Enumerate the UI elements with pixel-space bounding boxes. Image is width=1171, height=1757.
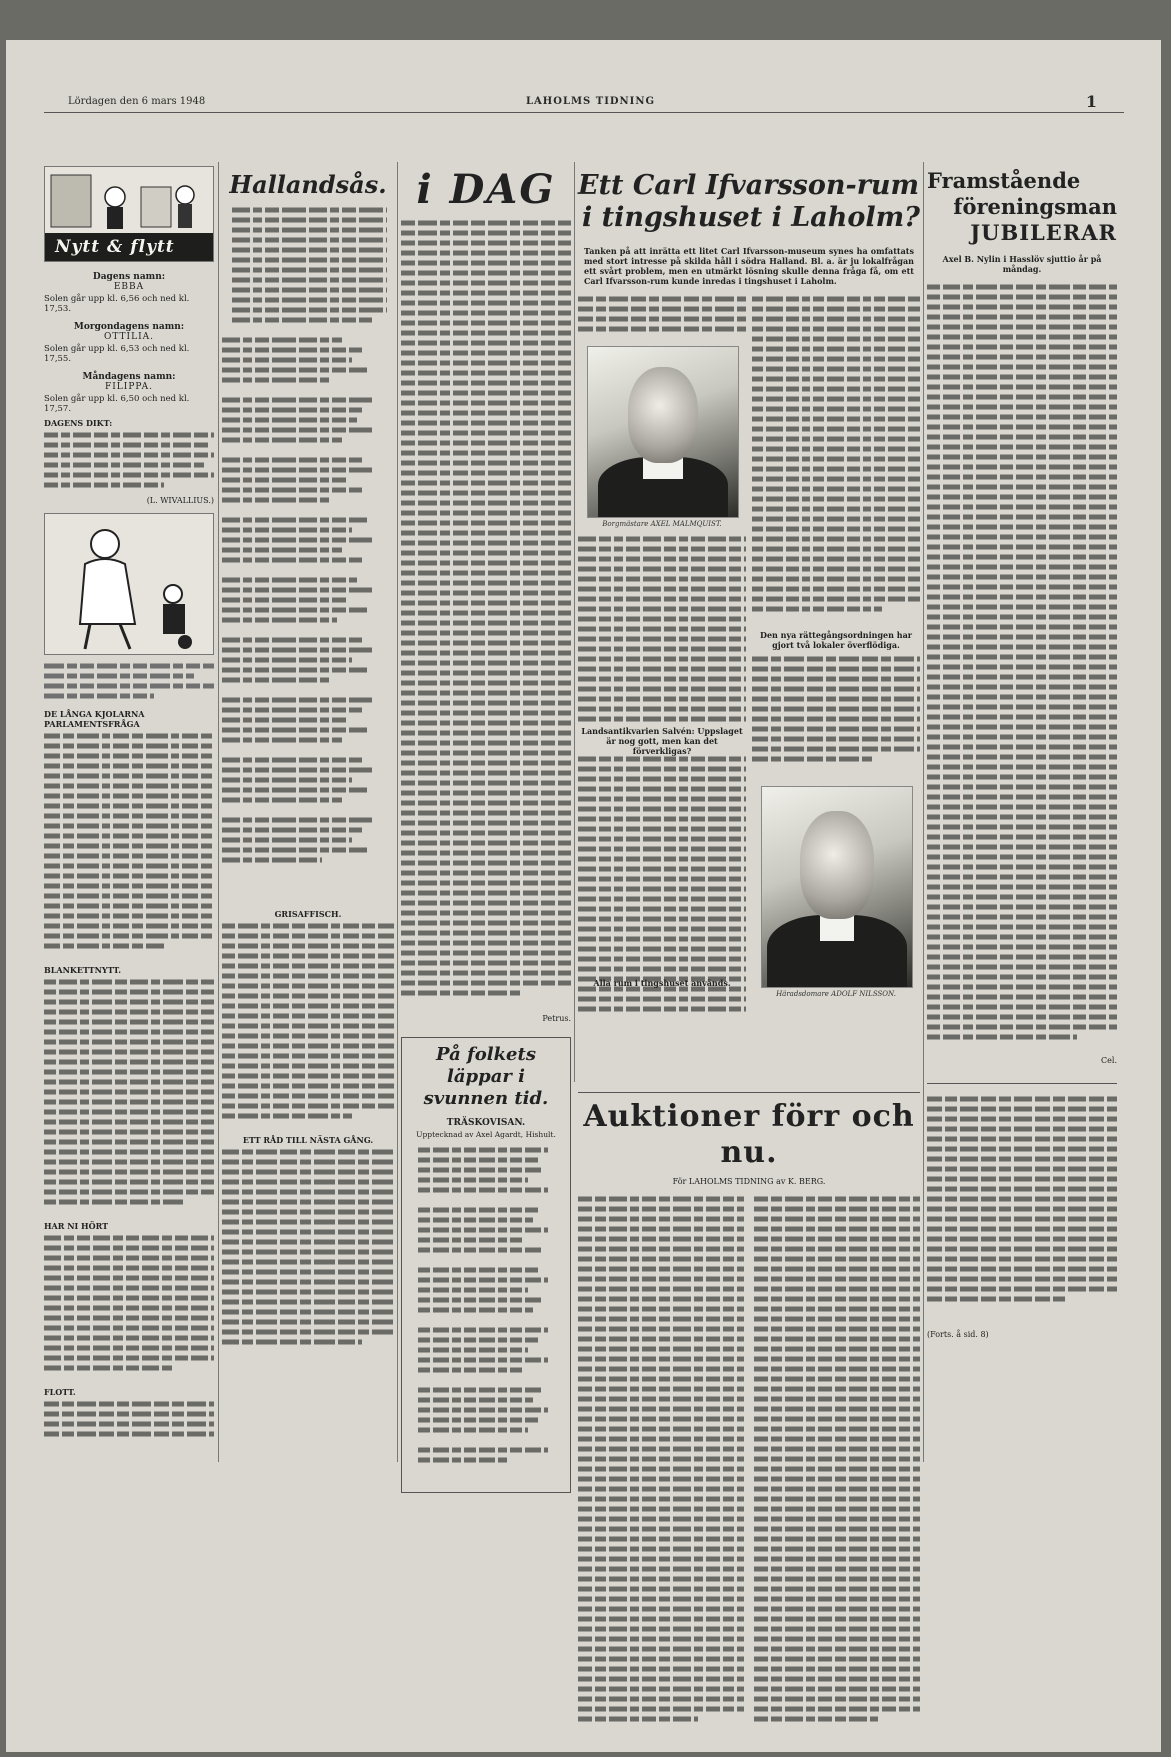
har-ni-hort-heading: HAR NI HÖRT (44, 1221, 109, 1231)
dagens-dikt-body (44, 430, 214, 502)
article-right-mid-lines (752, 654, 920, 774)
blankettnytt-body (44, 977, 214, 1217)
jubilerar-signature: Cel. (1101, 1056, 1117, 1065)
dikt-signature: (L. WIVALLIUS.) (146, 496, 214, 505)
newspaper-page (6, 40, 1161, 1752)
article-lead: Tanken på att inrätta ett litet Carl Ifvarsson-museum synes ha omfattats med stort intresse på skilda håll i södra Halland. Bl. a. är ju lokalfrågan ett svårt problem, men en utmärkt lösning skulle denna fråga få, om ett Carl Ifvarsson-rum kunde inredas i tingshuset i Laholm. (584, 246, 914, 286)
football-cartoon (44, 513, 214, 655)
alla-rum-subheading: Alla rum i tingshuset används. (578, 978, 746, 988)
jubilerar-bottom-rule (927, 1083, 1117, 1084)
header-rule (44, 112, 1124, 113)
grisaffisch-heading: GRISAFFISCH. (274, 909, 342, 919)
idag-signature: Petrus. (542, 1014, 571, 1023)
portrait-head (800, 811, 874, 919)
ett-rad-lines (222, 1147, 394, 1367)
sol-tider-3: Solen går upp kl. 6,50 och ned kl. 17,57. (44, 394, 190, 414)
rattegang-subheading: Den nya rättegångsordningen har gjort två lokaler överflödiga. (760, 630, 912, 650)
traskovisan-credit: Upptecknad av Axel Agardt, Hishult. (416, 1130, 556, 1139)
column-divider (218, 162, 219, 1462)
article-left-top-lines (578, 294, 746, 338)
issue-date: Lördagen den 6 mars 1948 (68, 96, 206, 107)
portrait-malmquist (587, 346, 739, 518)
column-divider (574, 162, 575, 1082)
column-idag (401, 166, 571, 1493)
auktion-top-rule (578, 1092, 920, 1093)
morgondagens-namn: OTTILIA. (104, 332, 154, 342)
flott-lines (44, 1399, 214, 1459)
har-ni-hort-lines (44, 1233, 214, 1383)
langa-kjolarna-lines (44, 731, 214, 961)
article-left-lines (578, 534, 746, 1034)
flott-heading: FLOTT. (44, 1387, 76, 1397)
dikt-text-lines (44, 430, 214, 502)
caption-lines (44, 661, 214, 705)
page-number: 1 (1085, 92, 1097, 111)
column-divider (923, 162, 924, 1462)
idag-title: i DAG (416, 166, 556, 213)
sol-tider-1: Solen går upp kl. 6,56 och ned kl. 17,53. (44, 294, 190, 314)
column-jubilerar (927, 166, 1117, 1339)
column-divider (397, 162, 398, 1462)
cartoon-drawing (45, 514, 214, 654)
article-right-top-lines (752, 294, 920, 624)
folkets-lappar-box (401, 1037, 571, 1493)
idag-lines (401, 218, 571, 1028)
jubilerar-lead: Axel B. Nylin i Hasslöv sjuttio år på måndag. (942, 254, 1102, 274)
dagens-dikt-heading: DAGENS DIKT: (44, 418, 113, 428)
traskovisan-title: TRÄSKOVISAN. (446, 1118, 526, 1128)
portrait-malmquist-caption: Borgmästare AXEL MALMQUIST. (602, 520, 722, 528)
blankettnytt-lines (44, 977, 214, 1217)
auktion-byline: För LAHOLMS TIDNING av K. BERG. (672, 1177, 826, 1186)
paper-name: LAHOLMS TIDNING (526, 96, 656, 107)
blankettnytt-heading: BLANKETTNYTT. (44, 965, 121, 975)
jubilerar-title3: JUBILERAR (970, 220, 1117, 245)
portrait-head (628, 367, 698, 463)
auktion-title: Auktioner förr och nu. (583, 1099, 915, 1170)
article-auktioner (578, 1092, 920, 1738)
portrait-nilsson (761, 786, 913, 988)
morgondagens-namn-label: Morgondagens namn: (73, 322, 185, 332)
mandagens-namn: FILIPPA. (105, 382, 153, 392)
portrait-nilsson-caption: Häradsdomare ADOLF NILSSON. (776, 990, 896, 998)
idag-body (401, 218, 571, 1028)
article-left-column (578, 294, 746, 988)
article-title-line2: i tingshuset i Laholm? (581, 202, 920, 233)
auktion-lines (578, 1194, 920, 1734)
traskovisan-lines (408, 1145, 564, 1465)
sol-tider-2: Solen går upp kl. 6,53 och ned kl. 17,55. (44, 344, 190, 364)
article-body (578, 294, 920, 1034)
grisaffisch-body (222, 921, 394, 1131)
langa-kjolarna-body (44, 731, 214, 961)
dagens-namn: EBBA (113, 282, 145, 292)
hallandsas-poem (222, 205, 394, 905)
har-ni-hort-body (44, 1233, 214, 1383)
folkets-lappar-title: På folkets läppar i svunnen tid. (423, 1044, 549, 1109)
landsantikvarien-subheading: Landsantikvarien Salvén: Uppslaget är nog gott, men kan det förverkligas? (578, 726, 746, 756)
article-ifvarsson (578, 166, 920, 1034)
jubilerar-title2: föreningsman (953, 194, 1117, 219)
hallandsas-title: Hallandsås. (229, 170, 387, 199)
article-right-column (752, 294, 920, 998)
ett-rad-heading: ETT RÅD TILL NÄSTA GÅNG. (242, 1135, 374, 1145)
column-namn (44, 166, 214, 1459)
ett-rad-body (222, 1147, 394, 1367)
mandagens-namn-label: Måndagens namn: (82, 372, 176, 382)
jubilerar-title1: Framstående (927, 168, 1081, 193)
hallandsas-lines (222, 205, 394, 905)
nytt-flytt-banner: Nytt & flytt (55, 237, 175, 257)
auktion-continuation-note: (Forts. å sid. 8) (927, 1330, 989, 1339)
grisaffisch-lines (222, 921, 394, 1131)
cartoon-caption-text (44, 661, 214, 705)
article-title-line1: Ett Carl Ifvarsson-rum (578, 170, 920, 201)
dagens-namn-label: Dagens namn: (92, 272, 166, 282)
langa-kjolarna-heading: DE LÅNGA KJOLARNA PARLAMENTSFRÅGA (44, 709, 145, 729)
flott-body (44, 1399, 214, 1459)
column-hallandsas (222, 166, 394, 1367)
jubilerar-lines (927, 282, 1117, 1052)
nytt-flytt-vignette (44, 166, 214, 262)
auktion-continued-lines (927, 1094, 1117, 1324)
